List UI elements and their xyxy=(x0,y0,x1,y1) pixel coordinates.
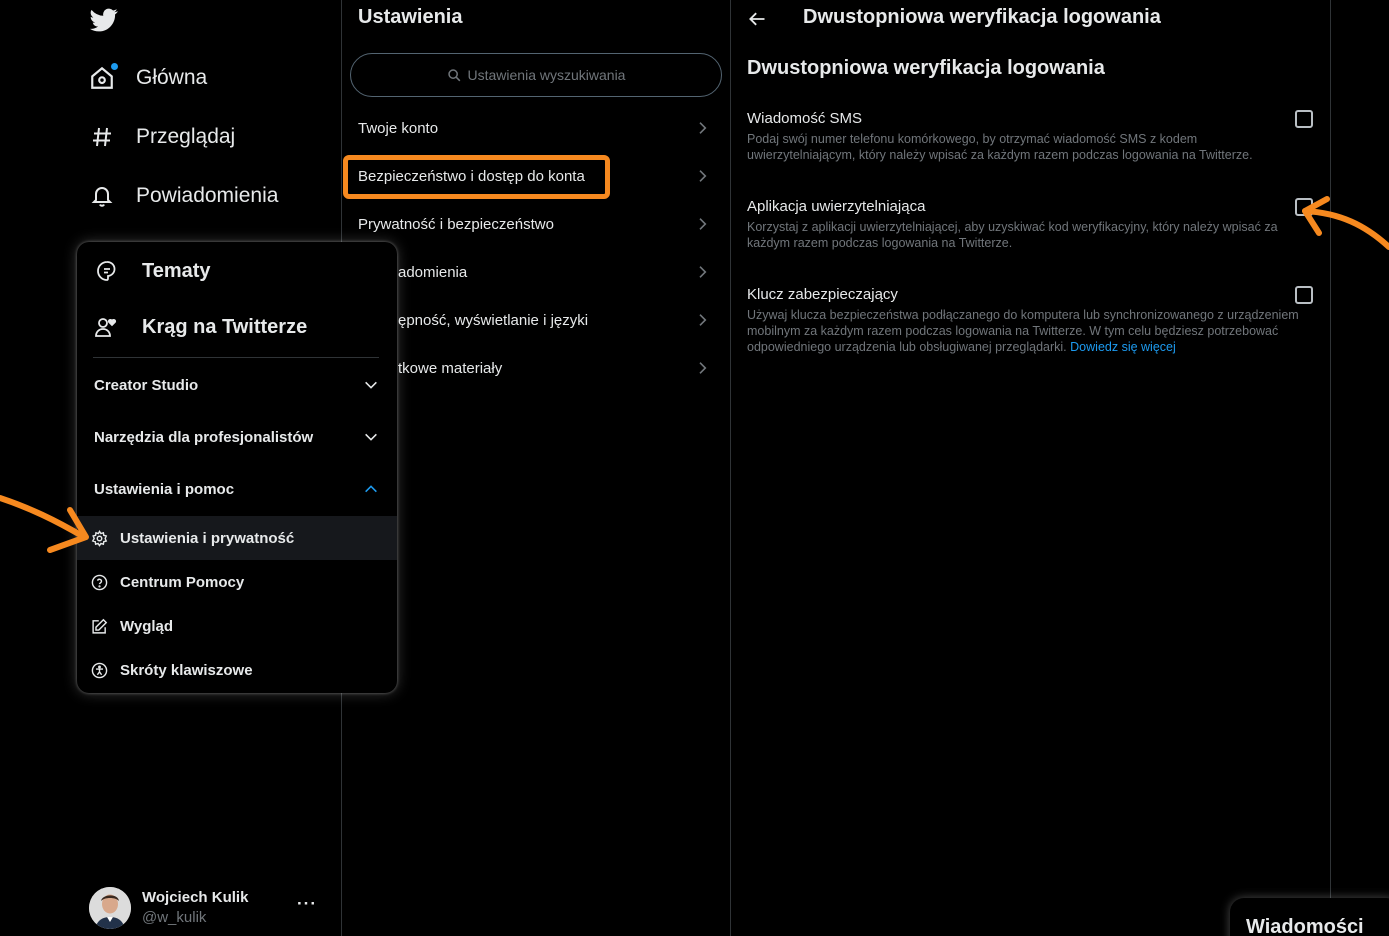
settings-item-notifications[interactable] xyxy=(342,248,730,296)
gear-icon xyxy=(90,529,108,547)
chevron-right-icon xyxy=(694,360,710,376)
nav-item-explore[interactable] xyxy=(88,117,235,157)
option-security-key xyxy=(747,285,1317,355)
option-title: Klucz zabezpieczający xyxy=(747,286,898,303)
menu-item-label: Wygląd xyxy=(120,617,174,635)
option-description: Podaj swój numer telefonu komórkowego, by otrzymać wiadomość SMS z kodem uwierzytelniającym, który należy wpisać za każdym razem podczas logowania na Twitterze. xyxy=(747,132,1253,162)
settings-item-label: Bezpieczeństwo i dostęp do konta xyxy=(358,167,585,185)
settings-column xyxy=(342,0,730,936)
option-description: Korzystaj z aplikacji uwierzytelniającej, aby uzyskiwać kod weryfikacyjny, który należy wpisać za każdym razem podczas logowania na Twitterze. xyxy=(747,220,1278,250)
chevron-right-icon xyxy=(694,264,710,280)
settings-item-label: adomienia xyxy=(398,263,468,281)
menu-section-label: Creator Studio xyxy=(94,376,199,394)
option-title: Aplikacja uwierzytelniająca xyxy=(747,198,926,215)
nav-item-label: Powiadomienia xyxy=(136,184,279,207)
page-title: Ustawienia xyxy=(358,6,463,28)
settings-item-security[interactable] xyxy=(342,152,730,200)
back-arrow-icon[interactable] xyxy=(747,9,767,29)
sms-checkbox[interactable] xyxy=(1295,110,1313,128)
menu-section-label: Narzędzia dla profesjonalistów xyxy=(94,428,314,446)
menu-item-label: Krąg na Twitterze xyxy=(142,315,308,338)
edit-icon xyxy=(90,617,108,635)
notification-dot xyxy=(111,63,118,70)
nav-item-label: Przeglądaj xyxy=(136,125,236,148)
learn-more-link[interactable]: Dowiedz się więcej xyxy=(1070,340,1176,354)
menu-item-display[interactable] xyxy=(77,604,397,648)
settings-search-input[interactable] xyxy=(350,53,722,97)
bell-icon xyxy=(88,182,116,210)
authenticator-app-checkbox[interactable] xyxy=(1295,198,1313,216)
search-icon xyxy=(447,68,461,82)
menu-item-settings-privacy[interactable] xyxy=(77,516,397,560)
settings-item-accessibility[interactable] xyxy=(342,296,730,344)
menu-item-label: Skróty klawiszowe xyxy=(120,661,253,679)
search-placeholder: Ustawienia wyszukiwania xyxy=(467,67,626,83)
settings-item-label: tkowe materiały xyxy=(398,359,503,377)
option-authenticator-app xyxy=(747,197,1317,251)
circle-people-icon xyxy=(93,313,121,341)
menu-item-twitter-circle[interactable] xyxy=(93,307,307,347)
menu-item-label: Tematy xyxy=(142,259,211,282)
nav-item-notifications[interactable] xyxy=(88,176,278,216)
chevron-down-icon xyxy=(363,429,379,445)
menu-item-keyboard-shortcuts[interactable] xyxy=(77,648,397,692)
accessibility-icon xyxy=(90,661,108,679)
menu-section-creator-studio[interactable] xyxy=(77,363,397,407)
messages-drawer[interactable] xyxy=(1230,898,1389,936)
menu-section-professional-tools[interactable] xyxy=(77,415,397,459)
help-icon xyxy=(90,573,108,591)
user-handle: @w_kulik xyxy=(142,909,207,926)
settings-item-label: Twoje konto xyxy=(358,119,439,137)
header-title: Dwustopniowa weryfikacja logowania xyxy=(803,6,1161,28)
option-description xyxy=(747,307,1299,355)
avatar xyxy=(89,887,131,929)
settings-item-privacy[interactable] xyxy=(342,200,730,248)
nav-item-label: Główna xyxy=(136,66,208,89)
section-title: Dwustopniowa weryfikacja logowania xyxy=(747,57,1105,79)
menu-item-help-center[interactable] xyxy=(77,560,397,604)
topics-icon xyxy=(93,257,121,285)
menu-item-label: Centrum Pomocy xyxy=(120,573,245,591)
two-factor-panel xyxy=(731,0,1330,936)
settings-item-label: ępność, wyświetlanie i języki xyxy=(398,311,589,329)
more-icon[interactable]: ··· xyxy=(297,894,317,913)
chevron-right-icon xyxy=(694,216,710,232)
chevron-right-icon xyxy=(694,120,710,136)
security-key-checkbox[interactable] xyxy=(1295,286,1313,304)
menu-section-label: Ustawienia i pomoc xyxy=(94,480,235,498)
hashtag-icon xyxy=(88,123,116,151)
home-icon xyxy=(88,64,116,92)
chevron-right-icon xyxy=(694,168,710,184)
menu-divider xyxy=(93,357,379,358)
menu-section-settings-help[interactable] xyxy=(77,467,397,511)
menu-item-label: Ustawienia i prywatność xyxy=(120,529,295,547)
option-sms xyxy=(747,109,1317,163)
account-switcher[interactable] xyxy=(89,884,329,932)
nav-item-home[interactable] xyxy=(88,58,207,98)
chevron-right-icon xyxy=(694,312,710,328)
settings-item-label: Prywatność i bezpieczeństwo xyxy=(358,215,554,233)
column-divider xyxy=(1330,0,1331,936)
twitter-logo-icon[interactable] xyxy=(89,6,119,34)
settings-item-account[interactable] xyxy=(342,104,730,152)
settings-item-resources[interactable] xyxy=(342,344,730,392)
menu-item-topics[interactable] xyxy=(93,251,211,291)
option-description-text: Używaj klucza bezpieczeństwa podłączanego do komputera lub synchronizowanego z urządzeniem mobilnym za każdym razem podczas logowania na Twitterze. W tym celu będziesz potrzebować odpowiedniego urządzenia lub obsługiwanej przeglądarki. xyxy=(747,308,1299,354)
chevron-down-icon xyxy=(363,377,379,393)
chevron-up-icon xyxy=(363,481,379,497)
user-name: Wojciech Kulik xyxy=(142,889,249,906)
more-menu xyxy=(77,242,397,693)
option-title: Wiadomość SMS xyxy=(747,110,863,127)
messages-label: Wiadomości xyxy=(1246,916,1364,936)
